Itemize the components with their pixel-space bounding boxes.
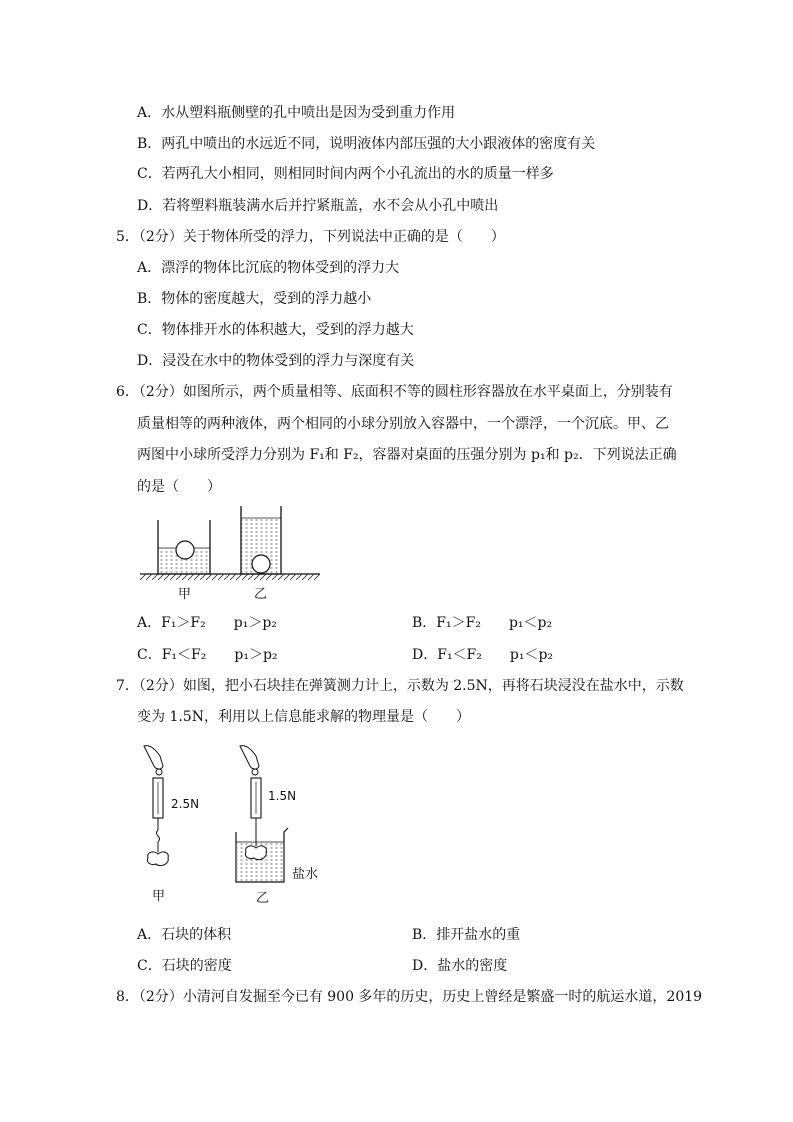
q7-figure <box>140 738 330 908</box>
right-stone <box>245 846 266 860</box>
q5-option-c: C．物体排开水的体积越大，受到的浮力越大 <box>137 322 414 338</box>
q6-stem-line-4: 的是（ ） <box>137 479 221 495</box>
left-stone <box>147 852 168 866</box>
q7-stem-line-1: 7．（2分）如图，把小石块挂在弹簧测力计上，示数为 2.5N，再将石块浸没在盐水中，示数 <box>116 678 684 694</box>
q5-option-a: A．漂浮的物体比沉底的物体受到的浮力大 <box>137 260 400 276</box>
right-sunk-ball <box>252 555 270 573</box>
q7-option-d: D．盐水的密度 <box>412 958 508 974</box>
q7-left-reading: 2.5N <box>171 797 200 811</box>
q7-option-c: C．石块的密度 <box>137 958 232 974</box>
q4-option-b: B．两孔中喷出的水远近不同，说明液体内部压强的大小跟液体的密度有关 <box>137 136 596 152</box>
right-hand <box>240 746 259 769</box>
q6-stem-line-1: 6．（2分）如图所示，两个质量相等、底面积不等的圆柱形容器放在水平桌面上，分别装有 <box>116 384 673 400</box>
q7-label-left: 甲 <box>152 889 166 904</box>
q4-option-a: A．水从塑料瓶侧壁的孔中喷出是因为受到重力作用 <box>137 105 456 121</box>
q4-option-d: D．若将塑料瓶装满水后并拧紧瓶盖，水不会从小孔中喷出 <box>137 198 499 214</box>
q8-stem: 8．（2分）小清河自发掘至今已有 900 多年的历史，历史上曾经是繁盛一时的航运水道，2019 <box>116 989 703 1005</box>
q7-right-apparatus <box>236 746 318 906</box>
q6-option-b: B．F₁＞F₂ p₁＜p₂ <box>412 615 553 631</box>
q6-option-d: D．F₁＜F₂ p₁＜p₂ <box>412 647 554 663</box>
q6-option-c: C．F₁＜F₂ p₁＞p₂ <box>137 647 278 663</box>
q6-stem-line-3: 两图中小球所受浮力分别为 F₁和 F₂，容器对桌面的压强分别为 p₁和 p₂．下列说法正确 <box>137 447 677 463</box>
left-hand <box>144 746 163 769</box>
q4-option-c: C．若两孔大小相同，则相同时间内两个小孔流出的水的质量一样多 <box>137 166 554 182</box>
q5-stem: 5．（2分）关于物体所受的浮力，下列说法中正确的是（ ） <box>116 229 505 245</box>
q7-right-reading: 1.5N <box>268 789 297 803</box>
q7-option-b: B．排开盐水的重 <box>412 927 521 943</box>
q7-option-a: A．石块的体积 <box>137 927 232 943</box>
q5-option-d: D．浸没在水中的物体受到的浮力与深度有关 <box>137 353 415 369</box>
q7-label-right: 乙 <box>256 891 270 906</box>
q6-option-a: A．F₁＞F₂ p₁＞p₂ <box>137 615 277 631</box>
q6-stem-line-2: 质量相等的两种液体，两个相同的小球分别放入容器中，一个漂浮，一个沉底。甲、乙 <box>137 416 669 432</box>
q7-left-apparatus <box>144 746 199 904</box>
q6-figure <box>140 502 340 602</box>
q6-label-right: 乙 <box>254 587 268 602</box>
q5-option-b: B．物体的密度越大，受到的浮力越小 <box>137 291 372 307</box>
q6-label-left: 甲 <box>178 587 192 602</box>
q7-stem-line-2: 变为 1.5N，利用以上信息能求解的物理量是（ ） <box>137 709 470 725</box>
left-floating-ball <box>176 541 194 559</box>
q7-liquid-label: 盐水 <box>292 867 319 882</box>
